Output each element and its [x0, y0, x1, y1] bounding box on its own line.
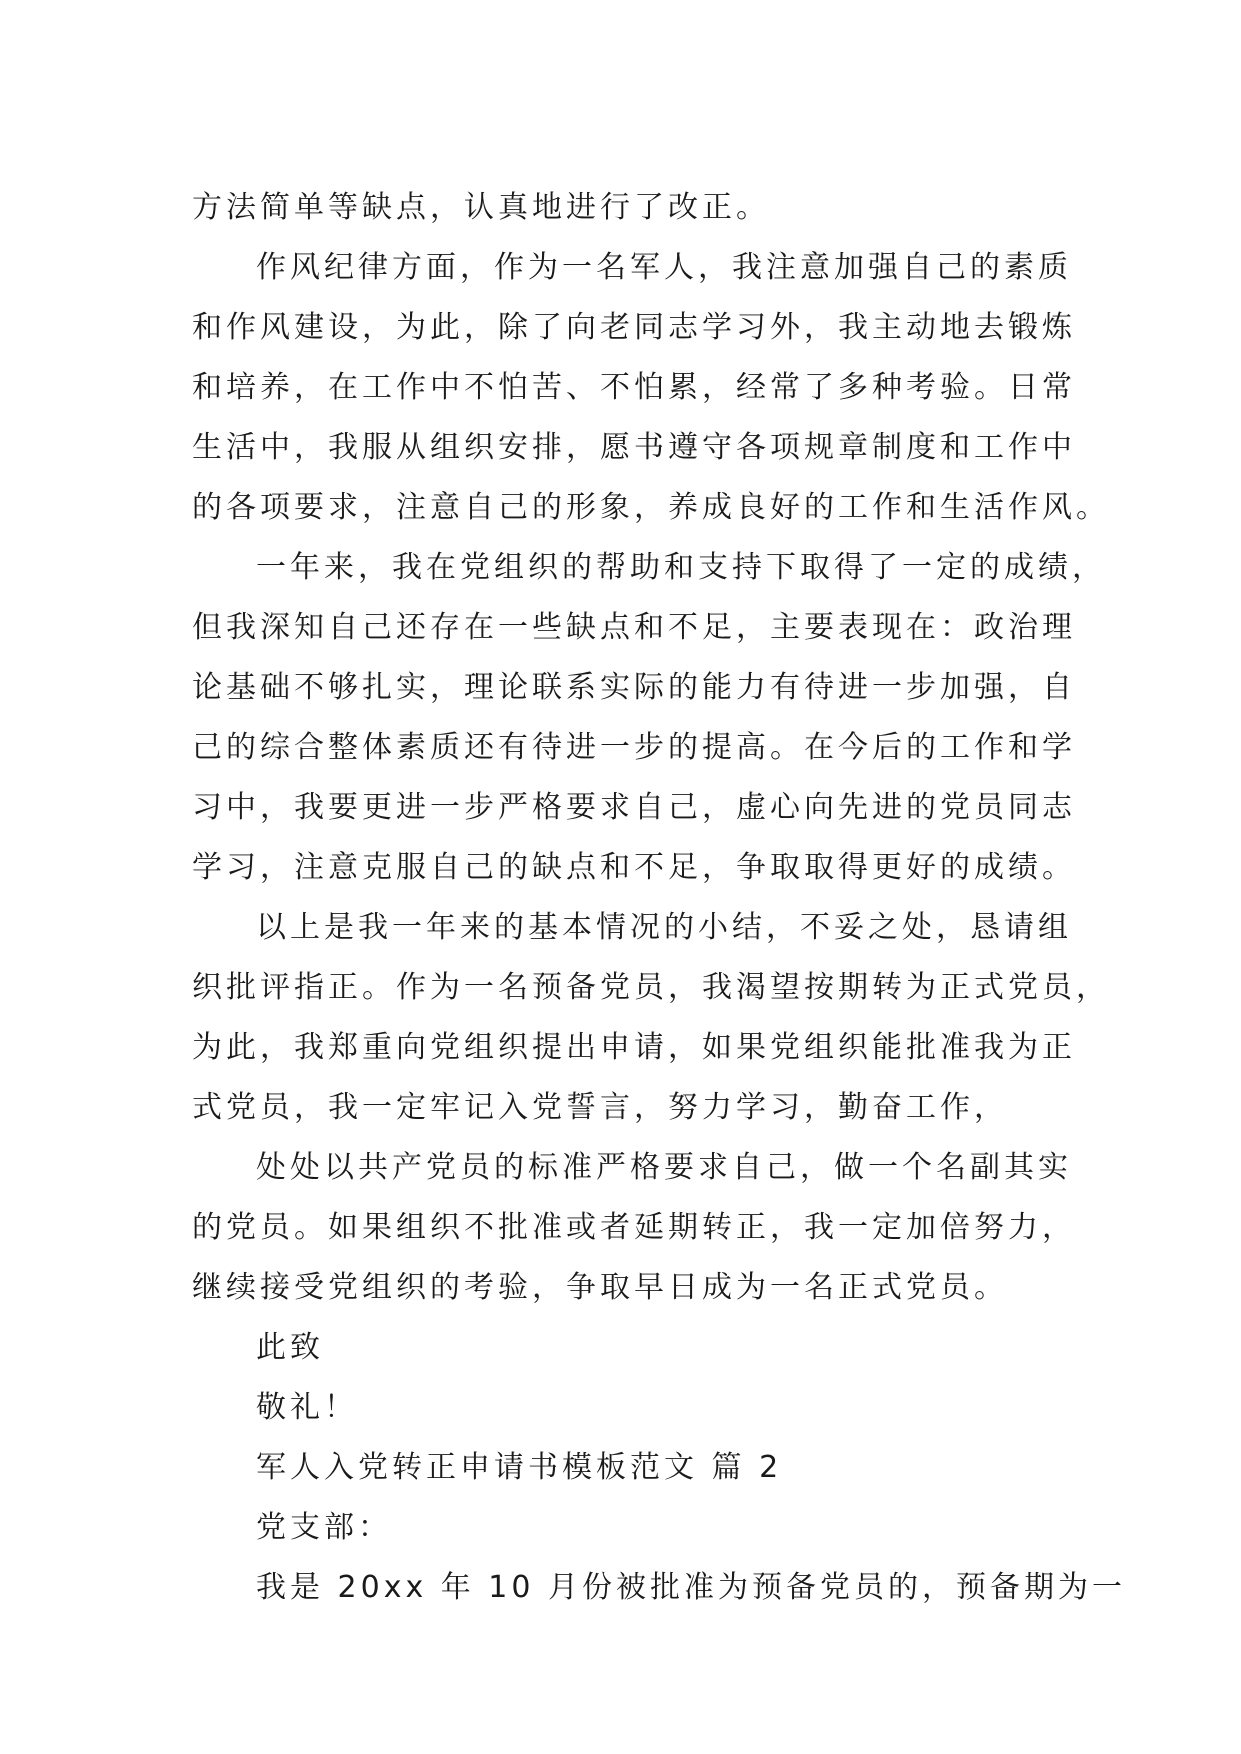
- addressee-line: 党支部：: [256, 1510, 392, 1545]
- text-line: 习中，我要更进一步严格要求自己，虚心向先进的党员同志: [192, 790, 1076, 825]
- text-line: 但我深知自己还存在一些缺点和不足，主要表现在：政治理: [192, 610, 1076, 645]
- section-heading: 军人入党转正申请书模板范文 篇 2: [256, 1450, 783, 1485]
- text-line: 生活中，我服从组织安排，愿书遵守各项规章制度和工作中: [192, 430, 1076, 465]
- closing-line: 此致: [256, 1330, 324, 1365]
- text-line: 织批评指正。作为一名预备党员，我渴望按期转为正式党员，: [192, 970, 1110, 1005]
- text-line: 我是 20xx 年 10 月份被批准为预备党员的，预备期为一: [256, 1570, 1126, 1605]
- text-line: 己的综合整体素质还有待进一步的提高。在今后的工作和学: [192, 730, 1076, 765]
- text-line: 学习，注意克服自己的缺点和不足，争取取得更好的成绩。: [192, 850, 1076, 885]
- text-line: 以上是我一年来的基本情况的小结，不妥之处，恳请组: [256, 910, 1072, 945]
- text-line: 的党员。如果组织不批准或者延期转正，我一定加倍努力，: [192, 1210, 1076, 1245]
- text-line: 为此，我郑重向党组织提出申请，如果党组织能批准我为正: [192, 1030, 1076, 1065]
- text-line: 继续接受党组织的考验，争取早日成为一名正式党员。: [192, 1270, 1008, 1305]
- text-line: 一年来，我在党组织的帮助和支持下取得了一定的成绩，: [256, 550, 1106, 585]
- text-line: 方法简单等缺点，认真地进行了改正。: [192, 190, 770, 225]
- salutation-line: 敬礼！: [256, 1390, 358, 1425]
- text-line: 论基础不够扎实，理论联系实际的能力有待进一步加强，自: [192, 670, 1076, 705]
- text-line: 作风纪律方面，作为一名军人，我注意加强自己的素质: [256, 250, 1072, 285]
- text-line: 式党员，我一定牢记入党誓言，努力学习，勤奋工作，: [192, 1090, 1008, 1125]
- text-line: 处处以共产党员的标准严格要求自己，做一个名副其实: [256, 1150, 1072, 1185]
- text-line: 和培养，在工作中不怕苦、不怕累，经常了多种考验。日常: [192, 370, 1076, 405]
- text-line: 和作风建设，为此，除了向老同志学习外，我主动地去锻炼: [192, 310, 1076, 345]
- text-line: 的各项要求，注意自己的形象，养成良好的工作和生活作风。: [192, 490, 1110, 525]
